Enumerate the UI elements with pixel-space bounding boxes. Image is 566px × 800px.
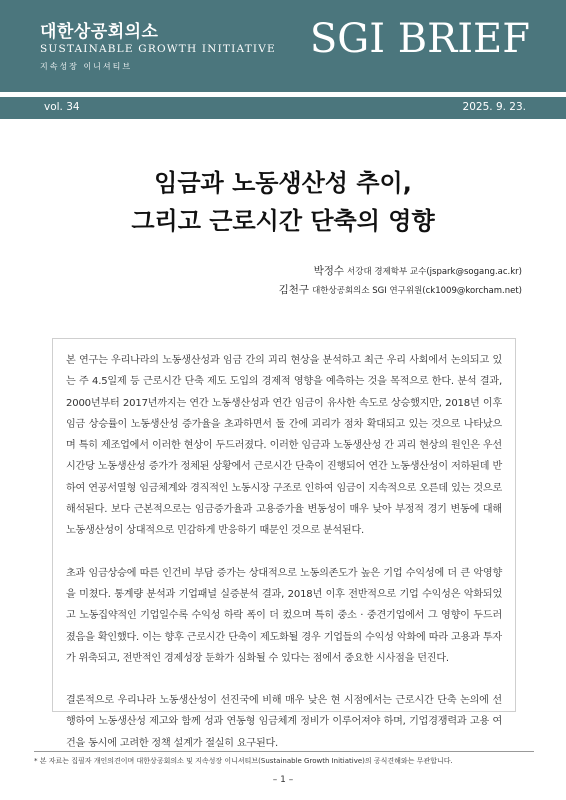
- document-title-line2: 그리고 근로시간 단축의 영향: [131, 207, 435, 235]
- document-title-line1: 임금과 노동생산성 추이,: [154, 169, 412, 197]
- author-1: [314, 263, 522, 278]
- author-affiliation: 대한상공회의소 SGI 연구위원(ck1009@korcham.net): [312, 286, 522, 296]
- volume-number: vol. 34: [44, 101, 80, 113]
- abstract-box: [52, 338, 516, 749]
- abstract-paragraph-3: 결론적으로 우리나라 노동생산성이 선진국에 비해 매우 낮은 현 시점에서는 근로시간 단축 논의에 선행하여 노동생산성 제고와 함께 성과 연동형 임금체계 정비가 이루어져야 하며, 기업경쟁력과 고용 여건을 동시에 고려한 정책 설계가 절실히 요구된다.: [66, 695, 502, 749]
- header-banner: [0, 0, 566, 92]
- author-name: 박정수: [313, 265, 344, 277]
- author-2: [279, 282, 522, 297]
- abstract-paragraph-1: 본 연구는 우리나라의 노동생산성과 임금 간의 괴리 현상을 분석하고 최근 우리 사회에서 논의되고 있는 주 4.5일제 등 근로시간 단축 제도 도입의 경제적 영향을 예측하는 것을 목적으로 한다. 분석 결과, 2000년부터 2017년까지는 연간 노동생산성과 연간 임금이 유사한 속도로 상승했지만, 2018년 이후 임금 상승률이 노동생산성 증가율을 초과하면서 둘 간에 괴리가 점차 확대되고 있는 것으로 나타났으며 특히 제조업에서 이러한 현상이 두드러졌다. 이러한 임금과 노동생산성 간 괴리 현상의 원인은 우선 시간당 노동생산성 증가가 정체된 상황에서 근로시간 단축이 진행되어 연간 노동생산성이 저하된데 반하여 연공서열형 임금체계와 경직적인 노동시장 구조로 인하여 임금이 지속적으로 오른데 있는 것으로 해석된다. 보다 근본적으로는 임금증가율과 고용증가율 변동성이 매우 낮아 부정적 경기 변동에 대해 노동생산성이 상대적으로 민감하게 반응하기 때문인 것으로 분석된다.: [66, 355, 502, 537]
- author-affiliation: 서강대 경제학부 교수(jspark@sogang.ac.kr): [347, 267, 522, 277]
- page-number: – 1 –: [272, 775, 294, 785]
- footnote: * 본 자료는 집필자 개인의견이며 대한상공회의소 및 지속성장 이니셔티브(Sustainable Growth Initiative)의 공식견해와는 무관합니다.: [34, 757, 453, 765]
- footnote-divider: [34, 751, 534, 752]
- org-subtitle: 지속성장 이니셔티브: [40, 62, 133, 71]
- org-name-english: SUSTAINABLE GROWTH INITIATIVE: [40, 43, 276, 55]
- abstract-paragraph-2: 초과 임금상승에 따른 인건비 부담 증가는 상대적으로 노동의존도가 높은 기업 수익성에 더 큰 악영향을 미쳤다. 통계량 분석과 기업패널 실증분석 결과, 2018년 이후 전반적으로 기업 수익성은 악화되었고 노동집약적인 기업일수록 수익성 하락 폭이 더 컸으며 특히 중소 · 중견기업에서 그 영향이 두드러졌음을 확인했다. 이는 향후 근로시간 단축이 제도화될 경우 기업들의 수익성 악화에 따라 고용과 투자가 위축되고, 전반적인 경제성장 둔화가 심화될 수 있다는 점에서 중요한 시사점을 던진다.: [66, 567, 502, 664]
- org-name-korean: 대한상공회의소: [40, 22, 159, 42]
- issue-date: 2025. 9. 23.: [462, 101, 526, 113]
- publication-title: SGI BRIEF: [309, 16, 530, 62]
- author-name: 김천구: [278, 284, 310, 296]
- issue-bar: [0, 97, 566, 119]
